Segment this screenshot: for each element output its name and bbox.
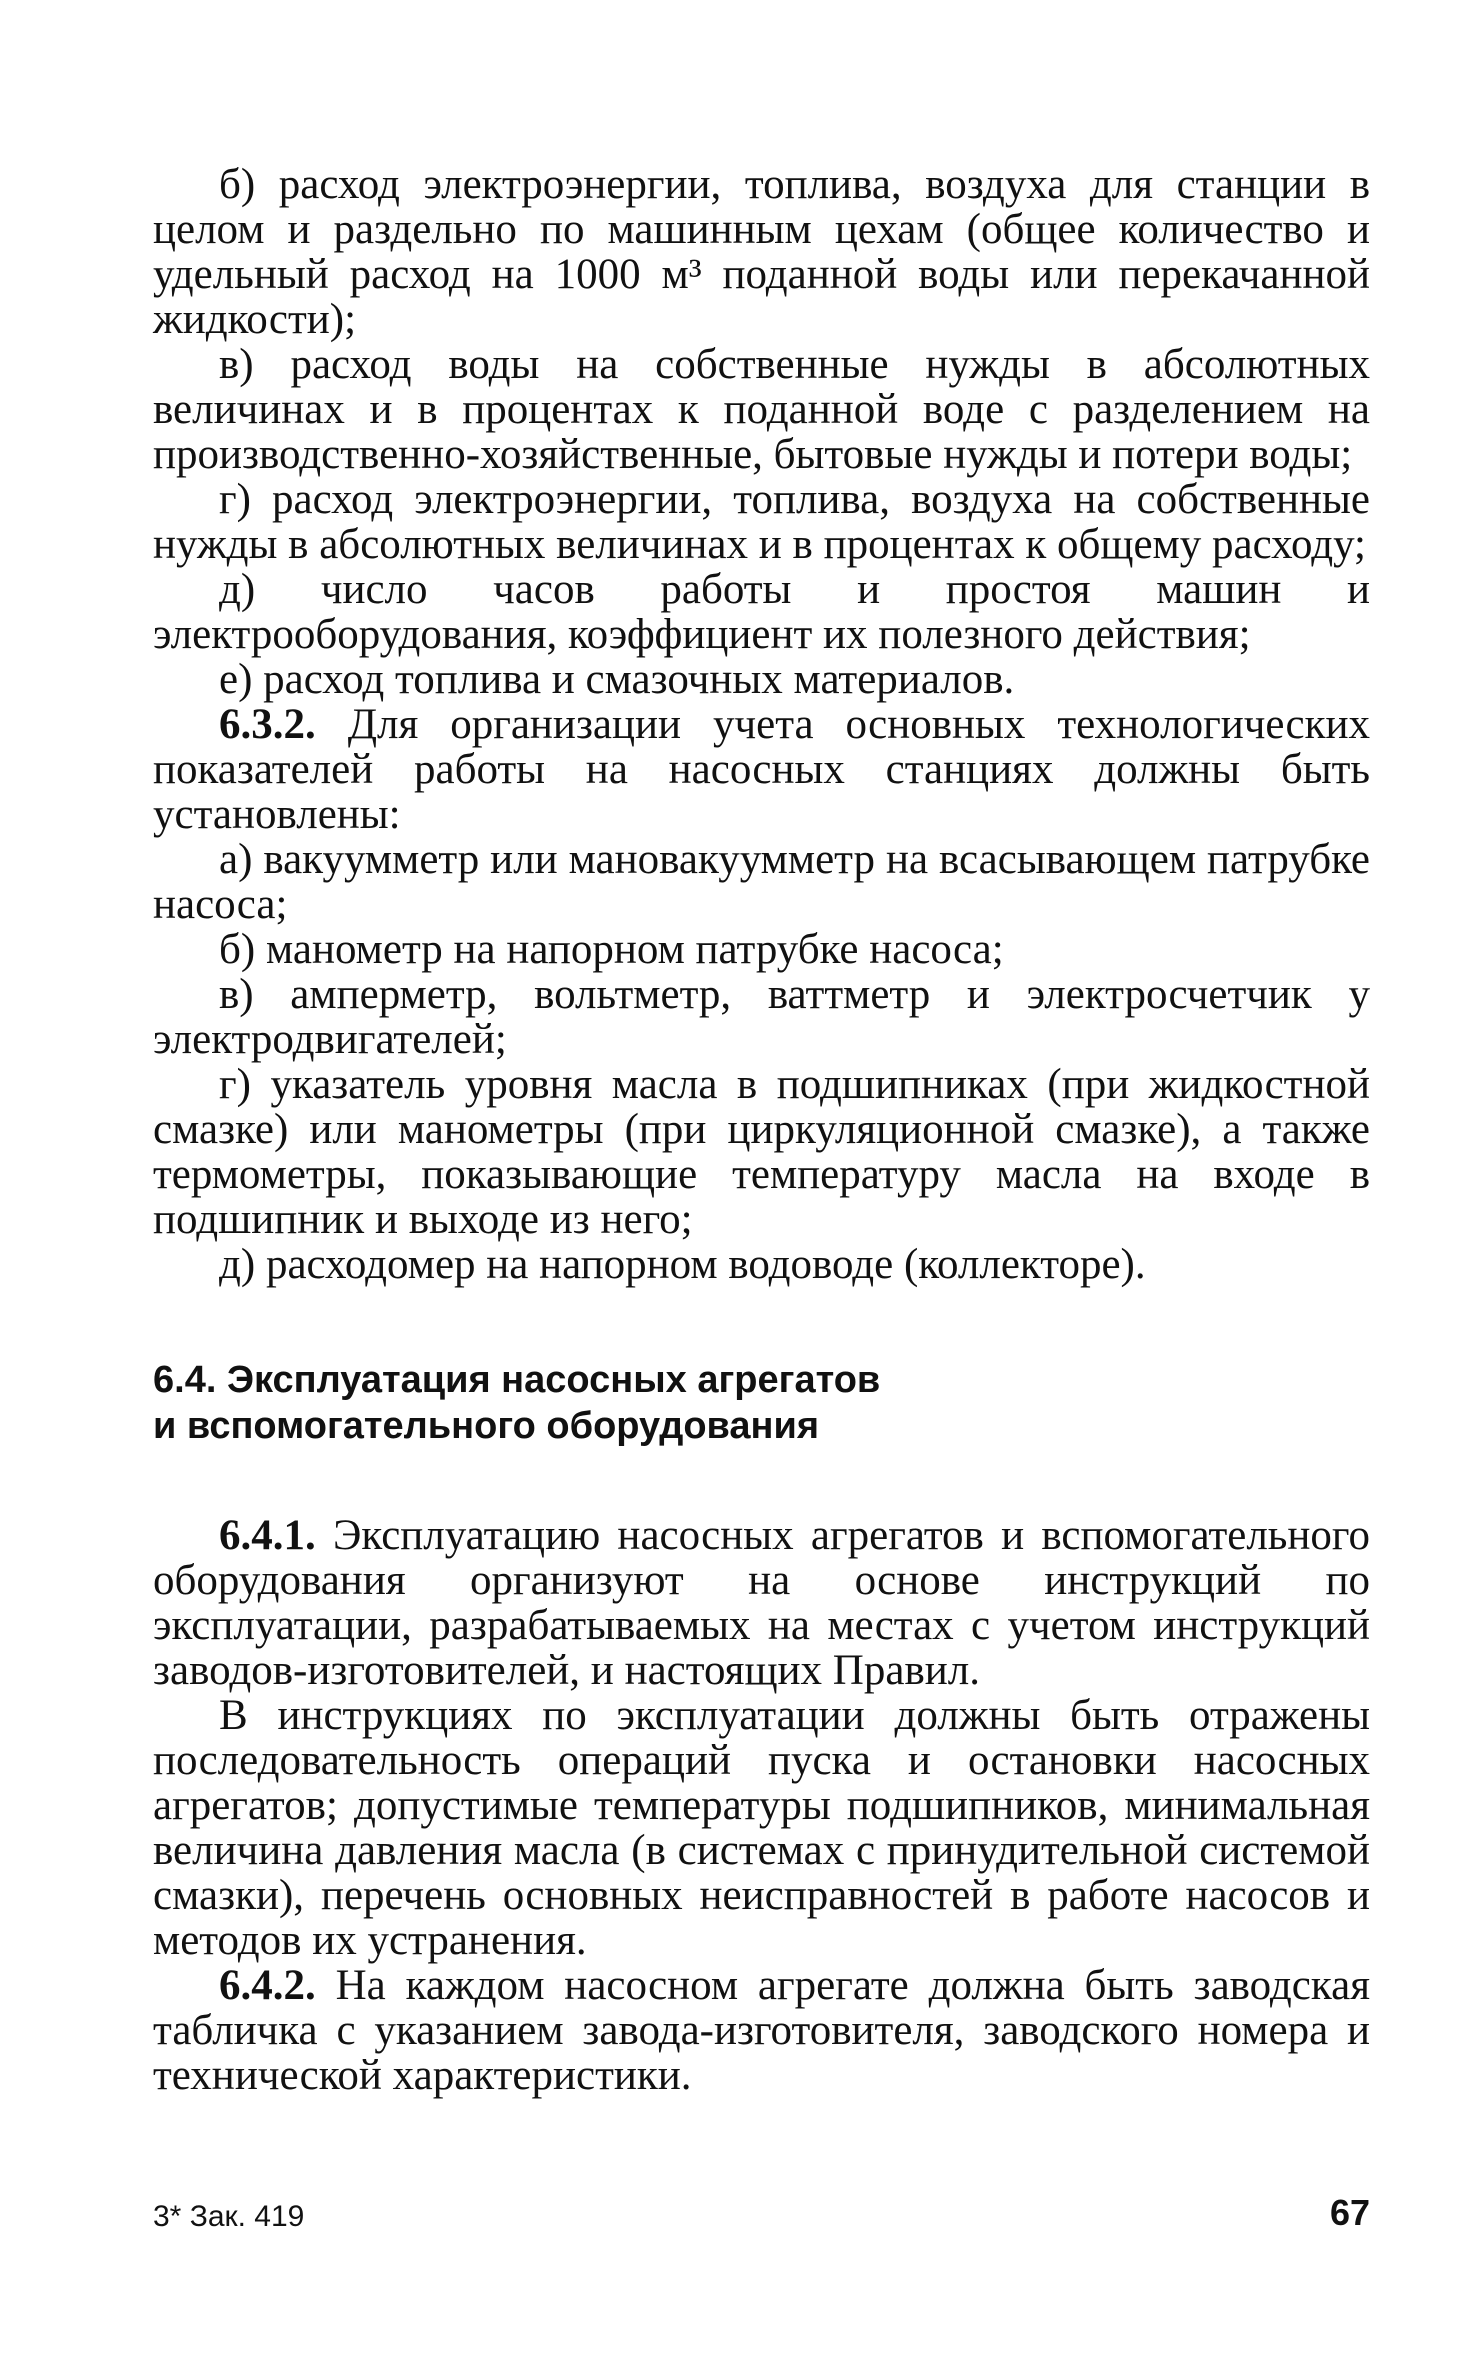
page-body bbox=[153, 162, 1370, 2098]
list-item-v-ammeter: в) амперметр, вольтметр, ваттметр и электросчетчик у электродвигателей; bbox=[153, 971, 1370, 1063]
section-text: Эксплуатацию насосных агрегатов и вспомогательного оборудования организуют на основе инструкций по эксплуатации, разрабатываемых на местах с учетом инструкций заводов-изготовителей, и настоящих Правил. bbox=[153, 1512, 1370, 1694]
section-text: На каждом насосном агрегате должна быть заводская табличка с указанием завода-изготовителя, заводского номера и технической характеристики. bbox=[153, 1962, 1370, 2099]
section-number: 6.4.2. bbox=[219, 1962, 316, 2009]
section-6-4-1 bbox=[153, 1513, 1370, 1693]
list-item-v-water: в) расход воды на собственные нужды в абсолютных величинах и в процентах к поданной воде с разделением на производственно-хозяйственные, бытовые нужды и потери воды; bbox=[153, 341, 1370, 478]
section-number: 6.4.1. bbox=[219, 1512, 316, 1559]
heading-line-2: и вспомогательного оборудования bbox=[153, 1405, 820, 1447]
list-item-b-manometer: б) манометр на напорном патрубке насоса; bbox=[219, 926, 1004, 973]
paragraph-instructions: В инструкциях по эксплуатации должны быть отражены последовательность операций пуска и остановки насосных агрегатов; допустимые температуры подшипников, минимальная величина давления масла (в системах с принудительной системой смазки), перечень основных неисправностей в работе насосов и методов их устранения. bbox=[153, 1692, 1370, 1964]
section-6-3-2 bbox=[153, 702, 1370, 837]
list-item-d-hours: д) число часов работы и простоя машин и электрооборудования, коэффициент их полезного действия; bbox=[153, 566, 1370, 658]
section-6-4-2 bbox=[153, 1963, 1370, 2098]
order-code: 3* Зак. 419 bbox=[153, 2200, 305, 2233]
list-item-g-own-needs: г) расход электроэнергии, топлива, воздуха на собственные нужды в абсолютных величинах и в процентах к общему расходу; bbox=[153, 476, 1370, 568]
list-item-a-vacuum: а) вакуумметр или мановакуумметр на всасывающем патрубке насоса; bbox=[153, 836, 1370, 928]
heading-line-1: 6.4. Эксплуатация насосных агрегатов bbox=[153, 1359, 881, 1401]
list-item-d-flowmeter: д) расходомер на напорном водоводе (коллекторе). bbox=[219, 1241, 1146, 1288]
list-item-e-fuel: е) расход топлива и смазочных материалов. bbox=[219, 656, 1015, 703]
section-text: Для организации учета основных технологических показателей работы на насосных станциях должны быть установлены: bbox=[153, 701, 1370, 838]
page-number: 67 bbox=[1329, 2192, 1370, 2233]
list-item-b-energy: б) расход электроэнергии, топлива, воздуха для станции в целом и раздельно по машинным цехам (общее количество и удельный расход на 1000 м³ поданной воды или перекачанной жидкости); bbox=[153, 161, 1370, 343]
list-item-g-oil-level: г) указатель уровня масла в подшипниках (при жидкостной смазке) или манометры (при циркуляционной смазке), а также термометры, показывающие температуру масла на входе в подшипник и выходе из него; bbox=[153, 1061, 1370, 1243]
section-heading bbox=[153, 1357, 1370, 1449]
section-number: 6.3.2. bbox=[219, 701, 316, 748]
